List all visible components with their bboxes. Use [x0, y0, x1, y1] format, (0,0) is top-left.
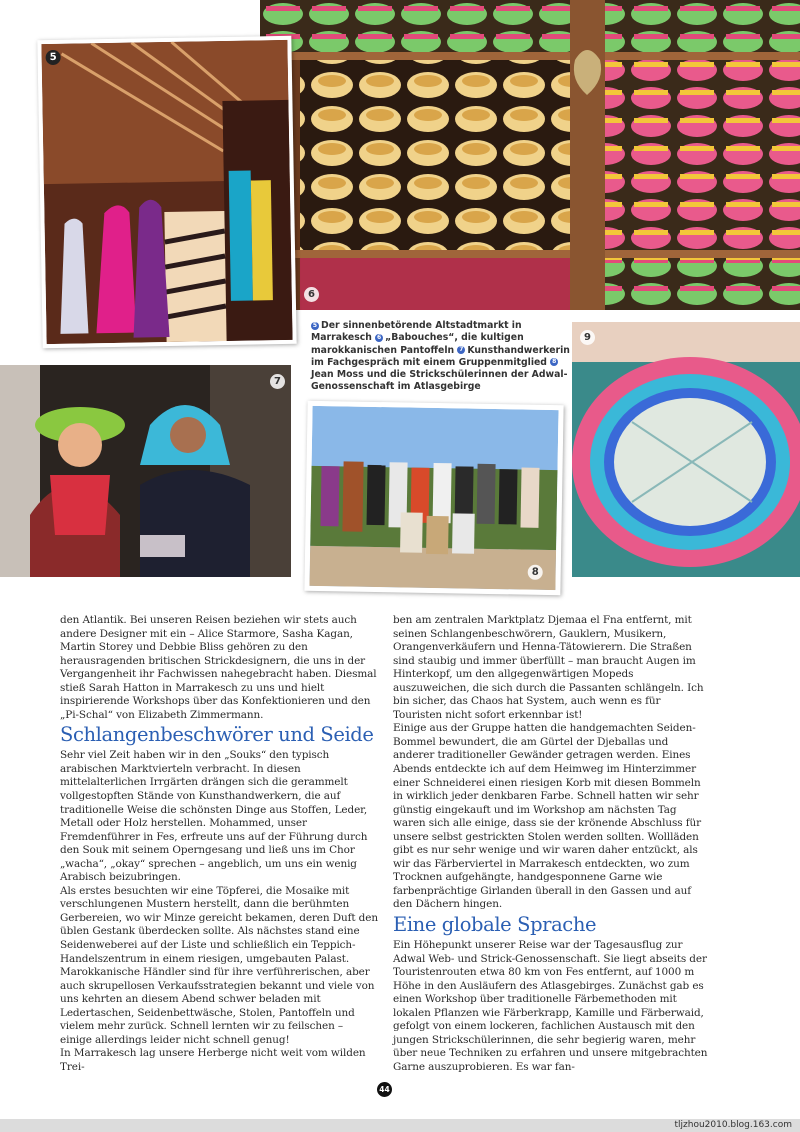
- photo-number-badge: 7: [270, 374, 285, 389]
- photo-caption: [311, 320, 573, 394]
- photo-number-badge: 5: [46, 50, 61, 65]
- group-image: [309, 406, 558, 590]
- article-column-right: [393, 614, 711, 1075]
- market-street-image: [41, 40, 292, 344]
- photo-number-badge: 8: [528, 565, 543, 580]
- paragraph: den Atlantik. Bei unseren Reisen beziehen wir stets auch andere Designer mit ein – Alice Starmore, Sasha Kagan, Martin Storey und Debbie Bliss gehören zu den herausragenden britischen Strickdesignern, die uns in der Vergangenheit ihr Fachwissen nahegebracht haben. Diesmal stieß Sarah Hatton in Marrakesch zu uns und hielt inspirierende Workshops über das Konfektionieren und den „Pi-Schal“ von Elizabeth Zimmermann.: [60, 614, 377, 721]
- knitted-basket-image: [572, 322, 800, 577]
- photo-number-badge: 6: [304, 287, 319, 302]
- caption-text: Jean Moss und die Strickschülerinnen der Adwal-Genossenschaft im Atlasgebirge: [311, 369, 568, 393]
- paragraph: Als erstes besuchten wir eine Töpferei, die Mosaike mit verschlungenen Mustern herstellt, dann die berühmten Gerbereien, wo wir Minze gereicht bekamen, deren Duft den üblen Gestank überdecken sollte. Als nächstes stand eine Seidenweberei auf der Liste und schließlich ein Teppich-Handelszentrum in einem riesigen, umgebauten Palast. Marokkanische Händler sind für ihre verführerischen, aber auch skrupellosen Verkaufsstrategien bekannt und viele von uns kehrten an diesem Abend schwer beladen mit Ledertaschen, Seidenbettwäsche, Stolen, Pantoffeln und vielem mehr zurück. Schnell lernten wir zu feilschen – einige allerdings leider nicht schnell genug!: [60, 884, 378, 1046]
- paragraph: In Marrakesch lag unsere Herberge nicht weit vom wilden Trei-: [60, 1047, 366, 1073]
- footer-bar: [0, 1119, 800, 1132]
- paragraph: Sehr viel Zeit haben wir in den „Souks“ den typisch arabischen Marktvierteln verbracht. In diesen mittelalterlichen Irrgärten drängen sich die gerammelt vollgestopften Stände von Kunsthandwerkern, die auf traditionelle Weise die schönsten Dinge aus Stoffen, Leder, Metall oder Holz herstellen. Mohammed, unser Fremdenführer in Fes, erfreute uns auf der Führung durch den Souk mit seinem Operngesang und ließ uns im Chor „wacha“, „okay“ sprechen – angeblich, um uns ein wenig Arabisch beizubringen.: [60, 749, 368, 884]
- caption-number: 6: [377, 333, 382, 341]
- caption-text: Der sinnenbetörende Altstadtmarkt in Marrakesch: [311, 320, 522, 344]
- artisan-image: [0, 365, 291, 577]
- paragraph: Ein Höhepunkt unserer Reise war der Tagesausflug zur Adwal Web- und Strick-Genossenschaft. Sie liegt abseits der Touristenrouten etwa 80 km von Fes entfernt, auf 1000 m Höhe in den Ausläufern des Atlasgebirges. Zunächst gab es einen Workshop über traditionelle Färbemethoden mit lokalen Pflanzen wie Färberkrapp, Kamille und Färberwaid, gefolgt von einem lockeren, fachlichen Austausch mit den jungen Strickschülerinnen, die sehr begierig waren, mehr über neue Techniken zu erfahren und unsere mitgebrachten Garne auszuprobieren. Es war fan-: [393, 939, 708, 1073]
- babouches-image: [260, 0, 800, 310]
- paragraph: ben am zentralen Marktplatz Djemaa el Fna entfernt, mit seinen Schlangenbeschwörern, Gauklern, Musikern, Orangenverkäufern und Henna-Tätowierern. Die Straßen sind staubig und immer überfüllt – man braucht Augen im Hinterkopf, um den allgegenwärtigen Mopeds auszuweichen, die sich durch die Passanten schlängeln. Ich bin sicher, das Chaos hat System, auch wenn es für Touristen nicht sofort erkennbar ist!: [393, 614, 704, 721]
- photo-number-badge: 9: [580, 330, 595, 345]
- photo-group: [304, 401, 563, 595]
- paragraph: Einige aus der Gruppe hatten die handgemachten Seiden-Bommel bewundert, die am Gürtel der Djeballas und anderer traditioneller Gewänder getragen werden. Eines Abends entdeckte ich auf dem Heimweg im Hinterzimmer einer Schneiderei einen riesigen Korb mit diesen Bommeln in wirklich jeder denkbaren Farbe. Schnell hatten wir sehr günstig eingekauft und im Workshop am nächsten Tag waren sich alle einige, dass sie der krönende Abschluss für unsere selbst gestrickten Stolen werden sollten. Wollläden gibt es nur sehr wenige und wir waren daher entzückt, als wir das Färberviertel in Marrakesch entdeckten, wo zum Trocknen aufgehängte, handgesponnene Garne wie farbenprächtige Girlanden überall in den Gassen und auf den Dächern hingen.: [393, 722, 702, 911]
- photo-knitted-basket: [572, 322, 800, 577]
- caption-number: 7: [459, 346, 464, 354]
- section-heading: Eine globale Sprache: [393, 913, 597, 937]
- caption-text: Kunsthandwerkerin im Fachgespräch mit einem Gruppenmitglied: [311, 344, 570, 368]
- caption-number: 8: [552, 358, 557, 366]
- photo-babouches: [260, 0, 800, 310]
- caption-number: 5: [312, 321, 318, 329]
- section-heading: Schlangenbeschwörer und Seide: [60, 723, 374, 747]
- page-number: 44: [377, 1082, 392, 1097]
- caption-text: „Babouches“, die kultigen marokkanischen Pantoffeln: [311, 332, 524, 356]
- footer-watermark: tljzhou2010.blog.163.com: [674, 1120, 792, 1130]
- photo-market-street: [37, 36, 296, 348]
- photo-artisan: [0, 365, 291, 577]
- article-column-left: [60, 614, 378, 1075]
